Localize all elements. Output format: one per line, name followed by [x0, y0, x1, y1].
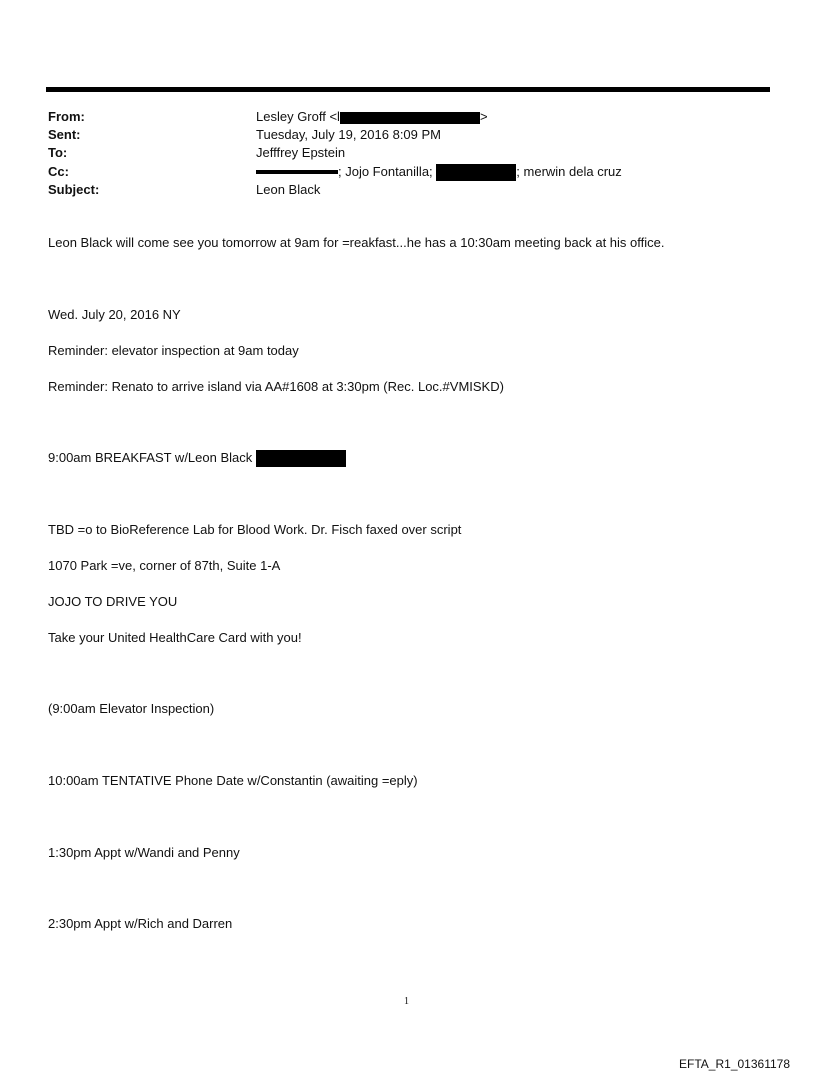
redaction-bar: [256, 170, 338, 174]
intro-line: Leon Black will come see you tomorrow at 9am for =reakfast...he has a 10:30am meeting back at his office.: [48, 235, 665, 250]
subject-value: Leon Black: [256, 181, 321, 197]
appointment-line: 2:30pm Appt w/Rich and Darren: [48, 916, 233, 931]
from-label: From:: [48, 109, 85, 124]
date-line: Wed. July 20, 2016 NY: [48, 307, 181, 322]
redaction-bar: [256, 450, 346, 467]
breakfast-line: [48, 450, 346, 467]
phone-date-line: 10:00am TENTATIVE Phone Date w/Constantin (awaiting =eply): [48, 773, 418, 788]
cc-value: [256, 163, 622, 181]
cc-part-1: ; Jojo Fontanilla;: [338, 163, 433, 179]
redaction-bar: [340, 112, 480, 124]
elevator-line: (9:00am Elevator Inspection): [48, 701, 215, 716]
breakfast-text: 9:00am BREAKFAST w/Leon Black: [48, 450, 253, 465]
header-divider: [46, 87, 770, 92]
to-label: To:: [48, 145, 68, 161]
to-value: Jefffrey Epstein: [256, 145, 346, 161]
subject-label: Subject:: [48, 181, 100, 197]
document-id: EFTA_R1_01361178: [679, 1057, 790, 1071]
from-name: Lesley Groff <l: [256, 109, 340, 124]
sent-label: Sent:: [48, 127, 81, 143]
address-line: 1070 Park =ve, corner of 87th, Suite 1-A: [48, 558, 281, 573]
cc-part-2: ; merwin dela cruz: [516, 163, 622, 179]
from-tail: >: [479, 109, 488, 124]
from-value: [256, 108, 488, 126]
reminder-line: Reminder: elevator inspection at 9am today: [48, 343, 299, 358]
card-line: Take your United HealthCare Card with you!: [48, 630, 302, 645]
redaction-bar: [436, 164, 516, 181]
cc-label: Cc:: [48, 163, 69, 179]
reminder-line: Reminder: Renato to arrive island via AA#1608 at 3:30pm (Rec. Loc.#VMISKD): [48, 379, 504, 394]
page-number: 1: [404, 996, 409, 1007]
tbd-line: TBD =o to BioReference Lab for Blood Work. Dr. Fisch faxed over script: [48, 522, 462, 537]
appointment-line: 1:30pm Appt w/Wandi and Penny: [48, 845, 240, 860]
driver-line: JOJO TO DRIVE YOU: [48, 594, 178, 609]
sent-value: Tuesday, July 19, 2016 8:09 PM: [256, 127, 441, 143]
